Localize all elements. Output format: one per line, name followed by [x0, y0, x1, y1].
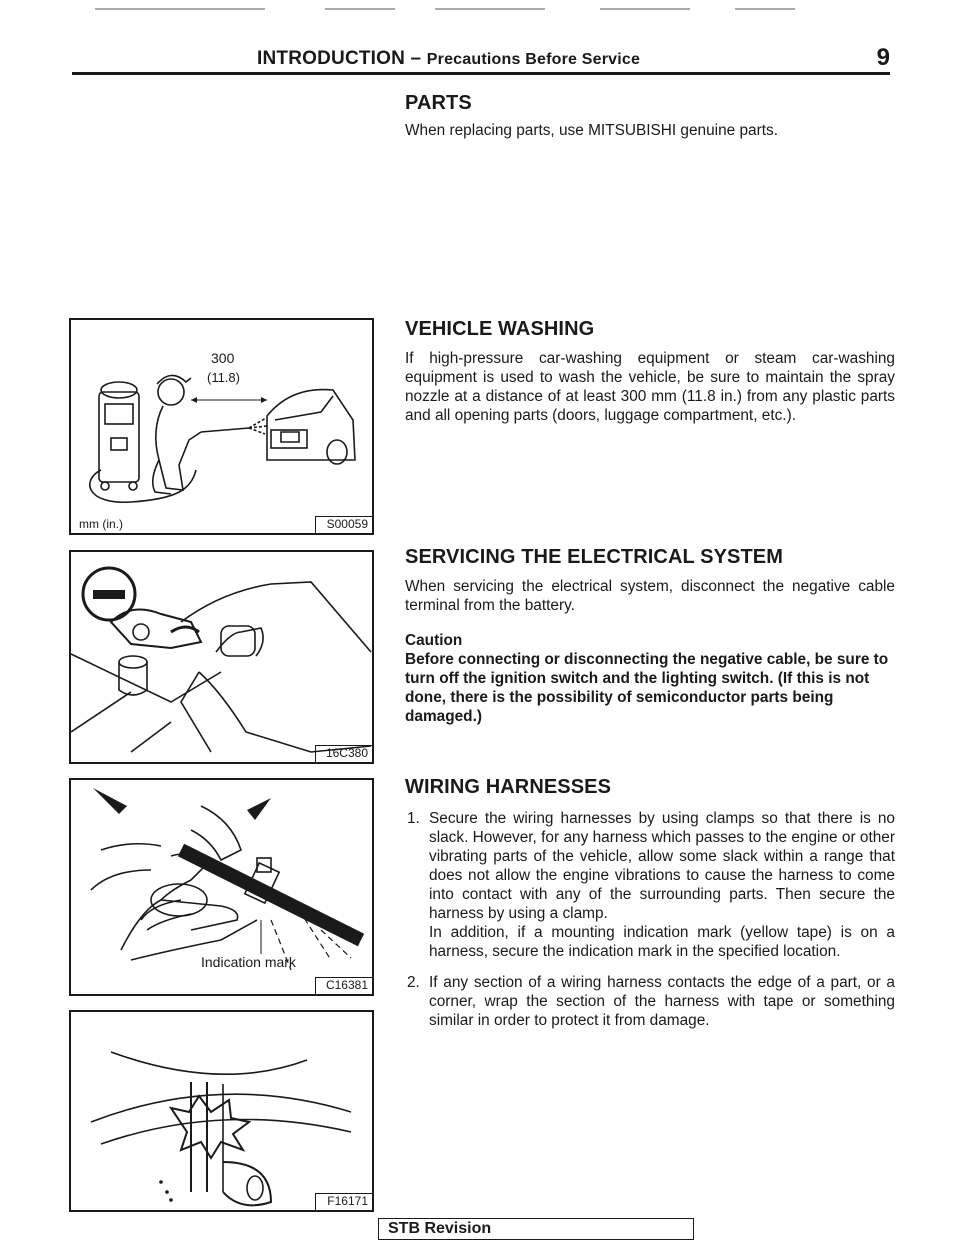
wiring-list [405, 809, 895, 1030]
caution-title: Caution [405, 632, 463, 649]
section-parts [405, 92, 895, 140]
figure-unit-label: mm (in.) [79, 517, 123, 531]
list-item-text: If any section of a wiring harness contacts the edge of a part, or a corner, wrap the section of the harness with tape or something similar in order to protect it from damage. [429, 974, 895, 1029]
list-item-number: 1. [407, 810, 420, 827]
section-body: When servicing the electrical system, disconnect the negative cable terminal from the battery. [405, 578, 895, 614]
section-heading: WIRING HARNESSES [405, 776, 612, 798]
list-item-text: Secure the wiring harnesses by using clamps so that there is no slack. However, for any harness which passes to the engine or other vibrating parts of the vehicle, allow some slack within a range that does not allow the engine vibrations to cause the harness to come into contact with any of the surrounding parts. Then secure the harness by using a clamp. [429, 810, 895, 922]
title-main: INTRODUCTION – [257, 48, 427, 69]
figure-harness-clamp [69, 778, 374, 996]
section-body: If high-pressure car-washing equipment or steam car-washing equipment is used to wash the vehicle, be sure to maintain the spray nozzle at a distance of at least 300 mm (11.8 in.) from any plastic parts and all opening parts (doors, luggage compartment, etc.). [405, 350, 895, 424]
list-item-number: 2. [407, 974, 420, 991]
section-heading: SERVICING THE ELECTRICAL SYSTEM [405, 546, 783, 568]
title-sub: Precautions Before Service [426, 51, 641, 68]
section-body: When replacing parts, use MITSUBISHI genuine parts. [405, 122, 778, 139]
protection-illustration [71, 1012, 372, 1210]
list-item [405, 809, 895, 961]
figure-code: F16171 [327, 1194, 368, 1208]
figure-harness-protection [69, 1010, 374, 1212]
section-wiring-harnesses [405, 776, 895, 1042]
figure-battery-terminal [69, 550, 374, 764]
stb-revision-label: STB Revision [388, 1220, 492, 1237]
list-item [405, 973, 895, 1030]
top-scan-line [95, 8, 895, 10]
header-rule [72, 72, 890, 75]
section-heading: PARTS [405, 92, 472, 114]
figure-code: S00059 [326, 517, 368, 531]
caution-text: Before connecting or disconnecting the negative cable, be sure to turn off the ignition switch and the lighting switch. (If this is not done, there is the possibility of semiconductor parts being damaged.) [405, 651, 889, 725]
battery-illustration [71, 552, 372, 762]
page-footer [378, 1218, 694, 1240]
section-electrical-system [405, 546, 895, 726]
distance-inch-value: (11.8) [207, 370, 240, 385]
figure-vehicle-washing [69, 318, 374, 535]
figure-code: 16C380 [325, 746, 368, 760]
section-heading: VEHICLE WASHING [405, 318, 595, 340]
list-item-text-continued: In addition, if a mounting indication mark (yellow tape) is on a harness, secure the indication mark in the specified location. [429, 924, 895, 960]
page-header [72, 42, 890, 72]
page-title [257, 48, 640, 70]
section-vehicle-washing [405, 318, 895, 425]
indication-mark-label: Indication mark [201, 954, 296, 970]
figure-code: C16381 [325, 978, 368, 992]
distance-value: 300 [211, 350, 235, 366]
page-number: 9 [876, 44, 890, 71]
